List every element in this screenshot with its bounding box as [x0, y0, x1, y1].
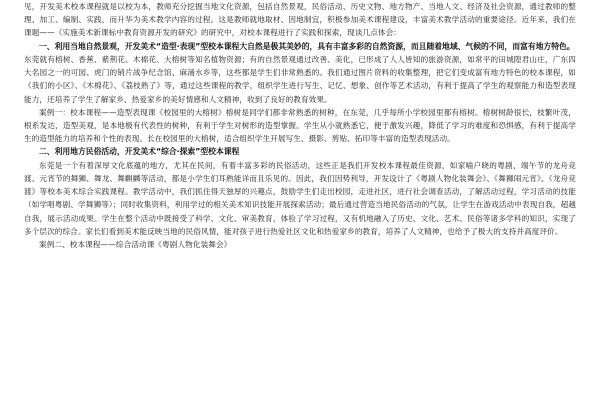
- document-page: [24, 0, 576, 400]
- section-heading-1: 一、利用当地自然景观，开发美术“造型·表现”型校本课程大自然是极其美妙的，具有丰富多彩的自然资源，而且随着地域、气候的不同，而富有地方特色。: [39, 41, 575, 51]
- section-heading-2: 二、利用地方民俗活动，开发美术“综合·探索”型校本课程: [39, 147, 240, 157]
- paragraph-folk-activities: 东莞是一个有着深厚文化底蕴的地方，尤其在民间，有着丰富多彩的民俗活动，这些正是我们开发校本课程最佳资源，如家喻户晓的粤剧，端午节的龙舟竞渡、元宵节的舞狮、舞龙、舞麒麟等活动，都是小学生们耳熟能详而且乐见的。因此，我们因势利导，开发设计了《粤剧人物化装舞会》、《舞狮闹元宵》、《龙舟竞渡》等校本美术综合实践课程。教学活动中，我们抓住得天独厚的兴趣点，鼓励学生们走出校园，走进社区，进行社会调查活动，了解活动过程，学习活动的技能（如学唱粤剧、学舞狮等）；同时收集资料，利用学过的相关美术知识技能开展探索活动；最后通过营造当地民俗活动的气氛，让学生在游戏活动中表现自我，超越自我，展示活动成果。学生在整个活动中既接受了科学、文化、审美教育，体验了学习过程，又有机地融入了历史、文化、艺术、民俗等诸多学科的知识，实现了多个层次的综合。家长们看到美术能反映当地的民俗风情，能对孩子进行热爱社区文化和热爱家乡的教育，培养了人文精神，也给予了极大的支持并高度评价。: [24, 160, 576, 236]
- paragraph-intro: 见，开发美术校本课程就是以校为本，教师充分挖掘当地文化资源，包括自然景观，民俗活动、历史文物、地方物产、当地人文、经济及社会资源，通过教师的整理、加工、编制、实践，而升华为美术教学内容的过程。这是教师就地取材、因地制宜，积极参加美术课程建设，丰富美术教学活动的重要途径。近年来，我们在课题——《实施美术新课标中教育资源开发的研究》的研究中，对校本课程进行了实践和探索，现谈几点体会：: [24, 2, 576, 38]
- paragraph-case-1: 案例一：校本课程——造型表现课《校园里的大榕树》榕树是同学们都非常熟悉的树种，在东莞，几乎每所小学校园里都有榕树。榕树树龄很长，枝繁叶茂，根系发达，造型美观，是本地极有代表性的树种，有利于学生对树形的造型掌握。学生从小就熟悉它，便于激发兴趣，降低了学习的难度和恐惧感，有利于提高学生的造型能力的培养和个性的表现。长在校园里的大榕树，适合组织学生开展写生、摄影、剪贴、拓印等丰富的造型表现活动。: [24, 107, 576, 144]
- paragraph-case-2: 案例二、校本课程——综合活动课《粤剧人物化装舞会》: [39, 240, 232, 250]
- paragraph-natural-resources: 东莞就有榕树、香蕉、紫荆花、木棉花、大榕树等知名植物资源；有的自然景观通过改善、美化，已形成了人人皆知的旅游资源，如常平的田城隍君山庄，广东四大名园之一的可园、虎门的销片战争纪念馆、麻涌水乡等，这些都是学生们非常熟悉的。我们通过图片资料的收集整理，把它们变成富有地方特色的校本课程，如《我们的小区》、《木棉花》、《荔枝熟了》等，通过这些课程的教学，组织学生进行写生、记忆、想象、创作等艺术活动，有利于提高了学生的观察能力和造型表现能力，还培养了学生了解家乡、热爱家乡的美好情感和人文精神，收到了良好的教育效果。: [24, 55, 576, 104]
